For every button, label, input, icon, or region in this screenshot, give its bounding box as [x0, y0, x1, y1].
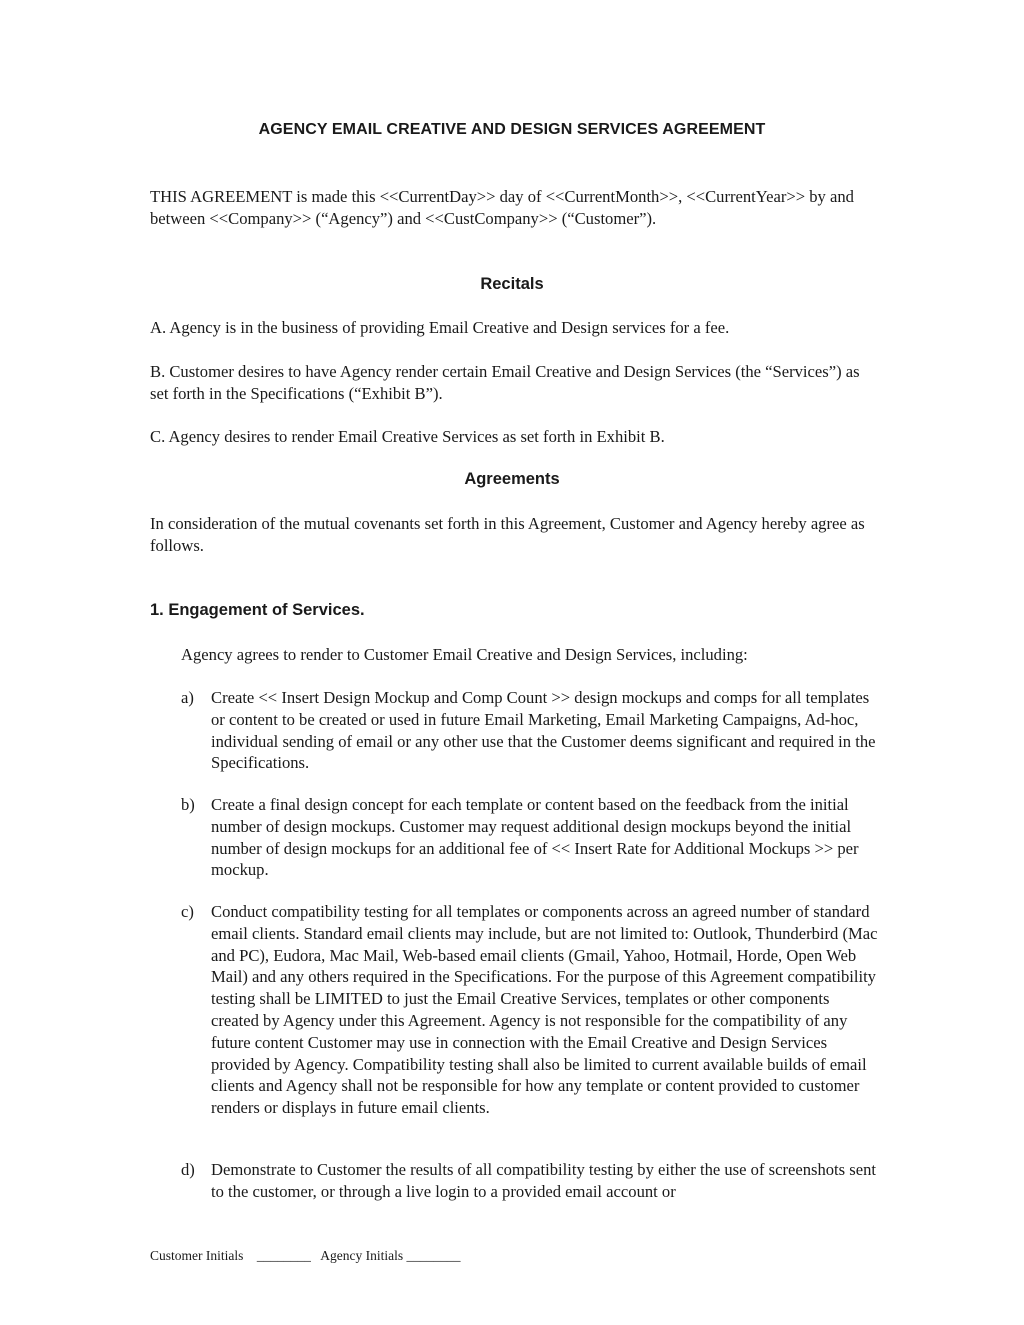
list-item — [181, 901, 881, 1119]
list-item-marker: b) — [181, 795, 195, 814]
recital-a: A. Agency is in the business of providing Email Creative and Design services for a fee. — [150, 318, 730, 337]
recital-b: B. Customer desires to have Agency render certain Email Creative and Design Services (the “Services”) as set forth in the Specifications (“Exhibit B”). — [150, 362, 860, 403]
page-footer — [150, 1248, 461, 1264]
list-item-marker: c) — [181, 902, 194, 921]
list-item-text: Conduct compatibility testing for all templates or components across an agreed number of standard email clients. Standard email clients may include, but are not limited to: Outlook, Thunderbird (Mac and PC), Eudora, Mac Mail, Web-based email clients (Gmail, Yahoo, Hotmail, Horde, Open Web Mail) and any others required in the Specifications. For the purpose of this Agreement compatibility testing shall be LIMITED to just the Email Creative Services, templates or other components created by Agency under this Agreement. Agency is not responsible for the compatibility of any future content Customer may use in connection with the Email Creative and Design Services provided by Agency. Compatibility testing shall also be limited to current available builds of email clients and Agency shall not be responsible for how any template or content provided to customer renders or displays in future email clients. — [211, 902, 878, 1118]
list-item-text: Create a final design concept for each template or content based on the feedback from the initial number of design mockups. Customer may request additional design mockups beyond the initial number of design mockups for an additional fee of << Insert Rate for Additional Mockups >> per mockup. — [211, 795, 859, 880]
list-item-marker: a) — [181, 688, 194, 707]
list-item — [181, 1159, 881, 1203]
list-item-text: Demonstrate to Customer the results of all compatibility testing by either the use of screenshots sent to the customer, or through a live login to a provided email account or — [211, 1160, 876, 1201]
customer-initials-field: ________ — [256, 1248, 311, 1263]
agency-initials-field: ________ — [406, 1248, 461, 1263]
list-item — [181, 794, 881, 881]
customer-initials-label: Customer Initials — [150, 1248, 244, 1263]
section-1-heading: 1. Engagement of Services. — [150, 601, 365, 619]
list-item-marker: d) — [181, 1160, 195, 1179]
agency-initials-label: Agency Initials — [320, 1248, 404, 1263]
recitals-heading: Recitals — [480, 275, 544, 293]
recital-c: C. Agency desires to render Email Creative Services as set forth in Exhibit B. — [150, 427, 665, 446]
opening-paragraph: THIS AGREEMENT is made this <<CurrentDay>> day of <<CurrentMonth>>, <<CurrentYear>> by and between <<Company>> (“Agency”) and <<CustCompany>> (“Customer”). — [150, 187, 854, 228]
agreements-heading: Agreements — [464, 470, 560, 488]
document-title: AGENCY EMAIL CREATIVE AND DESIGN SERVICES AGREEMENT — [258, 121, 766, 138]
section-1-intro: Agency agrees to render to Customer Email Creative and Design Services, including: — [181, 645, 748, 664]
consideration-paragraph: In consideration of the mutual covenants set forth in this Agreement, Customer and Agency hereby agree as follows. — [150, 514, 865, 555]
list-item-text: Create << Insert Design Mockup and Comp Count >> design mockups and comps for all templates or content to be created or used in future Email Marketing, Email Marketing Campaigns, Ad-hoc, individual sending of email or any other use that the Customer deems significant and required in the Specifications. — [211, 688, 876, 773]
list-item — [181, 687, 881, 774]
